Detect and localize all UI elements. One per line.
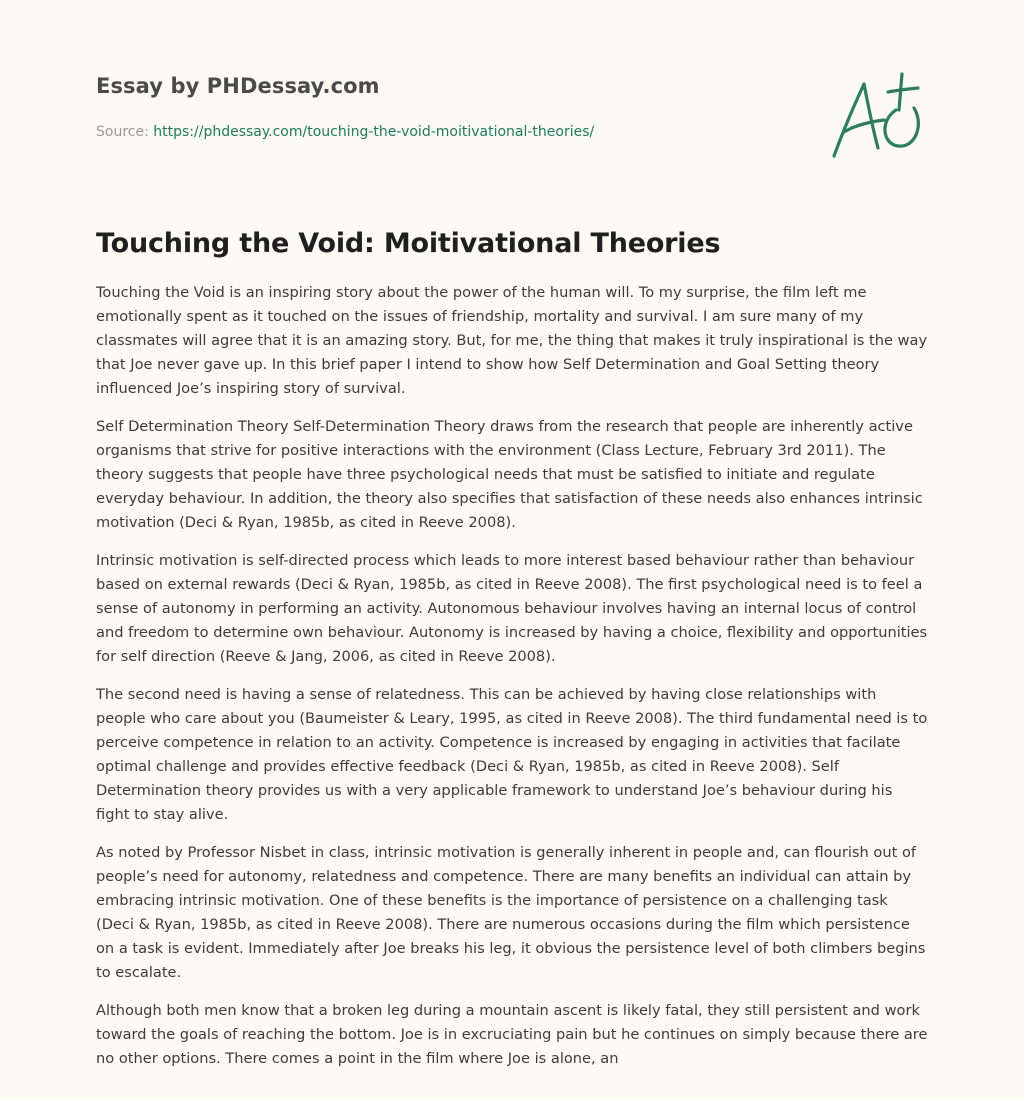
paragraph: The second need is having a sense of relatedness. This can be achieved by having close relationships with people who care about you (Baumeister & Leary, 1995, as cited in Reeve 2008). The third fundamental need is to perceive competence in relation to an activity. Competence is increased by engaging in activities that facilate optimal challenge and provides effective feedback (Deci & Ryan, 1985b, as cited in Reeve 2008). Self Determination theory provides us with a very applicable framework to understand Joe’s behaviour during his fight to stay alive. bbox=[96, 686, 928, 823]
source-link[interactable]: https://phdessay.com/touching-the-void-moitivational-theories/ bbox=[153, 124, 595, 140]
essay-body bbox=[96, 281, 928, 1071]
source-line bbox=[96, 124, 594, 140]
paragraph: Intrinsic motivation is self-directed process which leads to more interest based behaviour rather than behaviour based on external rewards (Deci & Ryan, 1985b, as cited in Reeve 2008). The first psychological need is to feel a sense of autonomy in performing an activity. Autonomous behaviour involves having an internal locus of control and freedom to determine own behaviour. Autonomy is increased by having a choice, flexibility and opportunities for self direction (Reeve & Jang, 2006, as cited in Reeve 2008). bbox=[96, 552, 928, 665]
site-brand: Essay by PHDessay.com bbox=[96, 74, 380, 98]
paragraph: As noted by Professor Nisbet in class, intrinsic motivation is generally inherent in people and, can flourish out of people’s need for autonomy, relatedness and competence. There are many benefits an individual can attain by embracing intrinsic motivation. One of these benefits is the importance of persistence on a challenging task (Deci & Ryan, 1985b, as cited in Reeve 2008). There are numerous occasions during the film which persistence on a task is evident. Immediately after Joe breaks his leg, it obvious the persistence level of both climbers begins to escalate. bbox=[96, 844, 926, 981]
essay-title: Touching the Void: Moitivational Theories bbox=[96, 228, 721, 259]
header bbox=[96, 0, 928, 200]
source-label: Source: bbox=[96, 124, 149, 140]
a-plus-logo-icon bbox=[818, 66, 928, 166]
paragraph: Self Determination Theory Self-Determination Theory draws from the research that people are inherently active organisms that strive for positive interactions with the environment (Class Lecture, February 3rd 2011). The theory suggests that people have three psychological needs that must be satisfied to initiate and regulate everyday behaviour. In addition, the theory also specifies that satisfaction of these needs also enhances intrinsic motivation (Deci & Ryan, 1985b, as cited in Reeve 2008). bbox=[96, 418, 923, 531]
paragraph: Although both men know that a broken leg during a mountain ascent is likely fatal, they still persistent and work toward the goals of reaching the bottom. Joe is in excruciating pain but he continues on simply because there are no other options. There comes a point in the film where Joe is alone, an bbox=[96, 1002, 928, 1067]
paragraph: Touching the Void is an inspiring story about the power of the human will. To my surprise, the film left me emotionally spent as it touched on the issues of friendship, mortality and survival. I am sure many of my classmates will agree that it is an amazing story. But, for me, the thing that makes it truly inspirational is the way that Joe never gave up. In this brief paper I intend to show how Self Determination and Goal Setting theory influenced Joe’s inspiring story of survival. bbox=[96, 284, 928, 397]
